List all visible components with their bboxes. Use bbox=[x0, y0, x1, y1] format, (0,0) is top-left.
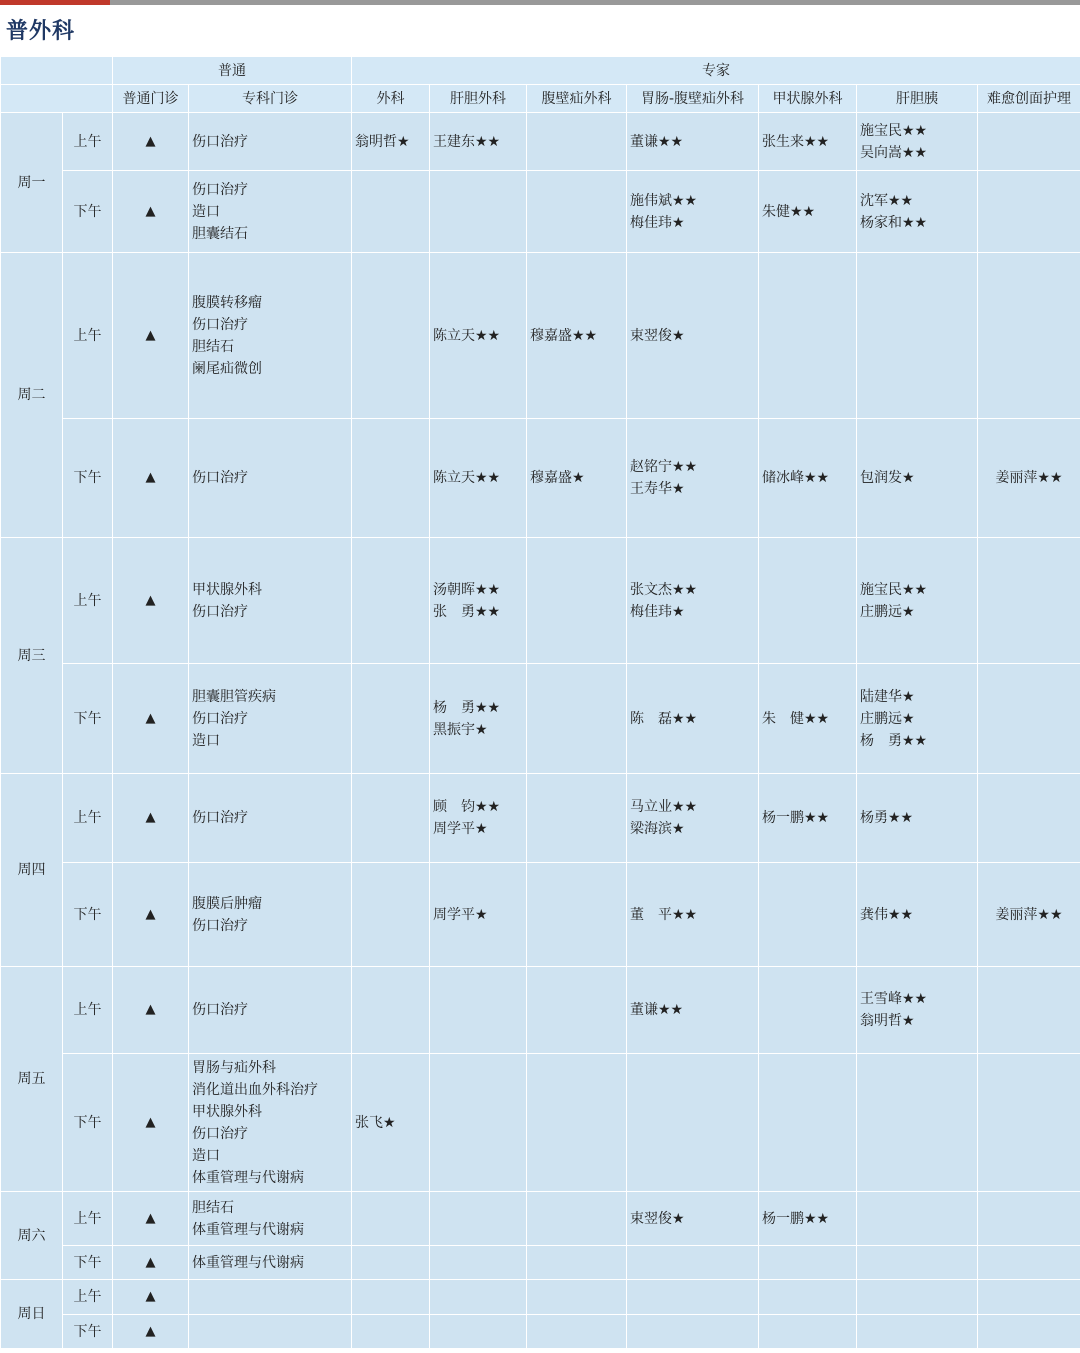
cell-line: 体重管理与代谢病 bbox=[192, 1169, 304, 1186]
expert-hernia-cell bbox=[527, 1280, 627, 1315]
expert-hernia-cell bbox=[527, 538, 627, 664]
column-header: 难愈创面护理 bbox=[978, 85, 1080, 113]
expert-wound-care-cell bbox=[978, 967, 1080, 1054]
expert-hpb-cell bbox=[857, 1246, 978, 1280]
expert-thyroid-cell bbox=[759, 967, 857, 1054]
period-label: 上午 bbox=[63, 113, 113, 171]
specialty-clinic-cell bbox=[189, 1246, 352, 1280]
cell-line: 伤口治疗 bbox=[192, 917, 248, 934]
period-label: 下午 bbox=[63, 419, 113, 538]
expert-gi-hernia-cell bbox=[627, 253, 759, 419]
cell-line: 周学平★ bbox=[433, 821, 488, 837]
cell-line: 梅佳玮★ bbox=[630, 214, 685, 231]
general-clinic-mark: ▲ bbox=[113, 113, 189, 171]
expert-hernia-cell bbox=[527, 774, 627, 863]
specialty-clinic-cell bbox=[189, 253, 352, 419]
expert-hernia-cell bbox=[527, 113, 627, 171]
specialty-clinic-cell bbox=[189, 171, 352, 253]
expert-hernia-cell bbox=[527, 1246, 627, 1280]
expert-thyroid-cell bbox=[759, 1315, 857, 1349]
expert-hepatobiliary-cell bbox=[430, 538, 527, 664]
cell-line: 庄鹏远★ bbox=[860, 710, 915, 727]
expert-wound-care-cell bbox=[978, 113, 1080, 171]
expert-hernia-cell bbox=[527, 967, 627, 1054]
expert-hpb-cell bbox=[857, 1315, 978, 1349]
expert-gi-hernia-cell bbox=[627, 1054, 759, 1192]
cell-line: 腹膜后肿瘤 bbox=[192, 895, 262, 912]
cell-line: 施宝民★★ bbox=[860, 122, 928, 139]
expert-hpb-cell bbox=[857, 967, 978, 1054]
expert-wound-care-cell bbox=[978, 419, 1080, 538]
general-clinic-mark: ▲ bbox=[113, 1246, 189, 1280]
general-clinic-mark: ▲ bbox=[113, 253, 189, 419]
expert-surgery-cell bbox=[352, 1192, 430, 1246]
expert-thyroid-cell bbox=[759, 1192, 857, 1246]
period-label: 下午 bbox=[63, 171, 113, 253]
expert-wound-care-cell bbox=[978, 664, 1080, 774]
cell-line: 翁明哲★ bbox=[860, 1013, 915, 1029]
specialty-clinic-cell bbox=[189, 538, 352, 664]
expert-hepatobiliary-cell bbox=[430, 967, 527, 1054]
period-label: 上午 bbox=[63, 1280, 113, 1315]
expert-hepatobiliary-cell bbox=[430, 1192, 527, 1246]
period-label: 上午 bbox=[63, 774, 113, 863]
expert-thyroid-cell bbox=[759, 538, 857, 664]
cell-line: 王寿华★ bbox=[630, 481, 685, 497]
expert-surgery-cell bbox=[352, 1054, 430, 1192]
expert-thyroid-cell bbox=[759, 419, 857, 538]
expert-hernia-cell bbox=[527, 1192, 627, 1246]
expert-hernia-cell bbox=[527, 419, 627, 538]
expert-hepatobiliary-cell bbox=[430, 774, 527, 863]
general-clinic-mark: ▲ bbox=[113, 967, 189, 1054]
expert-hepatobiliary-cell bbox=[430, 1315, 527, 1349]
schedule-row bbox=[1, 253, 1080, 419]
expert-surgery-cell bbox=[352, 253, 430, 419]
specialty-clinic-cell bbox=[189, 863, 352, 967]
cell-line: 造口 bbox=[192, 732, 220, 749]
cell-line: 张文杰★★ bbox=[630, 581, 698, 598]
column-header: 肝胆外科 bbox=[430, 85, 527, 113]
expert-surgery-cell bbox=[352, 967, 430, 1054]
general-clinic-mark: ▲ bbox=[113, 1192, 189, 1246]
period-label: 上午 bbox=[63, 538, 113, 664]
expert-wound-care-cell bbox=[978, 1192, 1080, 1246]
general-clinic-mark: ▲ bbox=[113, 538, 189, 664]
expert-thyroid-cell bbox=[759, 774, 857, 863]
cell-line: 杨家和★★ bbox=[860, 214, 928, 231]
cell-line: 伤口治疗 bbox=[192, 1125, 248, 1142]
cell-line: 储冰峰★★ bbox=[762, 470, 830, 486]
cell-line: 束翌俊★ bbox=[630, 1210, 685, 1227]
cell-line: 陈立天★★ bbox=[433, 327, 501, 344]
specialty-clinic-cell bbox=[189, 1280, 352, 1315]
expert-hepatobiliary-cell bbox=[430, 113, 527, 171]
cell-line: 甲状腺外科 bbox=[192, 1103, 262, 1120]
cell-line: 董 平★★ bbox=[630, 906, 698, 923]
expert-hernia-cell bbox=[527, 863, 627, 967]
expert-wound-care-cell bbox=[978, 538, 1080, 664]
header-row-groups bbox=[1, 57, 1080, 85]
column-header: 肝胆胰 bbox=[857, 85, 978, 113]
expert-hpb-cell bbox=[857, 419, 978, 538]
expert-gi-hernia-cell bbox=[627, 664, 759, 774]
page-title: 普外科 bbox=[6, 19, 76, 44]
header-corner bbox=[1, 57, 113, 85]
general-clinic-mark: ▲ bbox=[113, 863, 189, 967]
expert-thyroid-cell bbox=[759, 664, 857, 774]
header-corner bbox=[1, 85, 113, 113]
day-label: 周六 bbox=[1, 1192, 63, 1280]
cell-line: 翁明哲★ bbox=[355, 133, 410, 150]
column-header: 胃肠-腹壁疝外科 bbox=[627, 85, 759, 113]
cell-line: 王雪峰★★ bbox=[860, 991, 928, 1007]
expert-gi-hernia-cell bbox=[627, 113, 759, 171]
cell-line: 顾 钧★★ bbox=[433, 799, 501, 815]
cell-line: 杨 勇★★ bbox=[860, 732, 928, 749]
cell-line: 伤口治疗 bbox=[192, 133, 248, 150]
expert-thyroid-cell bbox=[759, 253, 857, 419]
expert-gi-hernia-cell bbox=[627, 863, 759, 967]
expert-wound-care-cell bbox=[978, 863, 1080, 967]
cell-line: 杨一鹏★★ bbox=[762, 810, 830, 826]
cell-line: 胆结石 bbox=[192, 1199, 234, 1216]
cell-line: 伤口治疗 bbox=[192, 810, 248, 826]
header-group-expert: 专家 bbox=[352, 57, 1080, 85]
expert-gi-hernia-cell bbox=[627, 538, 759, 664]
cell-line: 胆结石 bbox=[192, 338, 234, 355]
schedule-row bbox=[1, 664, 1080, 774]
column-header: 普通门诊 bbox=[113, 85, 189, 113]
cell-line: 朱健★★ bbox=[762, 203, 816, 220]
expert-surgery-cell bbox=[352, 1280, 430, 1315]
expert-hepatobiliary-cell bbox=[430, 1280, 527, 1315]
specialty-clinic-cell bbox=[189, 1054, 352, 1192]
cell-line: 消化道出血外科治疗 bbox=[192, 1081, 318, 1098]
cell-line: 张飞★ bbox=[355, 1114, 396, 1131]
period-label: 上午 bbox=[63, 967, 113, 1054]
general-clinic-mark: ▲ bbox=[113, 664, 189, 774]
day-label: 周五 bbox=[1, 967, 63, 1192]
cell-line: 姜丽萍★★ bbox=[995, 906, 1063, 923]
general-clinic-mark: ▲ bbox=[113, 774, 189, 863]
cell-line: 王建东★★ bbox=[433, 133, 501, 150]
expert-hpb-cell bbox=[857, 171, 978, 253]
period-label: 下午 bbox=[63, 1246, 113, 1280]
schedule-row bbox=[1, 1246, 1080, 1280]
day-label: 周一 bbox=[1, 113, 63, 253]
expert-surgery-cell bbox=[352, 863, 430, 967]
cell-line: 董谦★★ bbox=[630, 133, 684, 150]
expert-hpb-cell bbox=[857, 1280, 978, 1315]
specialty-clinic-cell bbox=[189, 664, 352, 774]
cell-line: 胆囊结石 bbox=[192, 225, 248, 242]
cell-line: 陆建华★ bbox=[860, 688, 915, 705]
cell-line: 朱 健★★ bbox=[762, 710, 830, 727]
cell-line: 姜丽萍★★ bbox=[995, 470, 1063, 486]
expert-surgery-cell bbox=[352, 538, 430, 664]
cell-line: 吴向嵩★★ bbox=[860, 144, 928, 161]
schedule-row bbox=[1, 1280, 1080, 1315]
expert-hpb-cell bbox=[857, 253, 978, 419]
schedule-row bbox=[1, 419, 1080, 538]
cell-line: 黑振宇★ bbox=[433, 721, 488, 738]
top-bar bbox=[0, 0, 1080, 5]
cell-line: 包润发★ bbox=[860, 470, 915, 486]
cell-line: 陈立天★★ bbox=[433, 470, 501, 486]
cell-line: 周学平★ bbox=[433, 906, 488, 923]
cell-line: 伤口治疗 bbox=[192, 1002, 248, 1018]
general-clinic-mark: ▲ bbox=[113, 1054, 189, 1192]
expert-gi-hernia-cell bbox=[627, 1280, 759, 1315]
expert-hepatobiliary-cell bbox=[430, 419, 527, 538]
expert-wound-care-cell bbox=[978, 171, 1080, 253]
expert-hepatobiliary-cell bbox=[430, 171, 527, 253]
schedule-row bbox=[1, 1315, 1080, 1349]
cell-line: 腹膜转移瘤 bbox=[192, 294, 262, 311]
expert-hernia-cell bbox=[527, 171, 627, 253]
expert-hpb-cell bbox=[857, 1192, 978, 1246]
period-label: 下午 bbox=[63, 664, 113, 774]
expert-hernia-cell bbox=[527, 253, 627, 419]
cell-line: 胃肠与疝外科 bbox=[192, 1059, 276, 1076]
schedule-row bbox=[1, 1192, 1080, 1246]
column-header: 腹壁疝外科 bbox=[527, 85, 627, 113]
column-header: 甲状腺外科 bbox=[759, 85, 857, 113]
cell-line: 胆囊胆管疾病 bbox=[192, 688, 276, 705]
expert-surgery-cell bbox=[352, 664, 430, 774]
expert-wound-care-cell bbox=[978, 1054, 1080, 1192]
specialty-clinic-cell bbox=[189, 419, 352, 538]
cell-line: 梅佳玮★ bbox=[630, 603, 685, 620]
cell-line: 张生来★★ bbox=[762, 133, 830, 150]
expert-hpb-cell bbox=[857, 1054, 978, 1192]
period-label: 下午 bbox=[63, 1315, 113, 1349]
expert-hpb-cell bbox=[857, 863, 978, 967]
cell-line: 张 勇★★ bbox=[433, 603, 501, 620]
cell-line: 束翌俊★ bbox=[630, 327, 685, 344]
expert-surgery-cell bbox=[352, 419, 430, 538]
expert-hepatobiliary-cell bbox=[430, 253, 527, 419]
expert-thyroid-cell bbox=[759, 171, 857, 253]
header-row-columns bbox=[1, 85, 1080, 113]
general-clinic-mark: ▲ bbox=[113, 171, 189, 253]
cell-line: 沈军★★ bbox=[860, 192, 914, 209]
schedule-row bbox=[1, 967, 1080, 1054]
expert-hepatobiliary-cell bbox=[430, 664, 527, 774]
expert-hernia-cell bbox=[527, 1315, 627, 1349]
cell-line: 伤口治疗 bbox=[192, 181, 248, 198]
cell-line: 伤口治疗 bbox=[192, 470, 248, 486]
expert-thyroid-cell bbox=[759, 113, 857, 171]
cell-line: 杨 勇★★ bbox=[433, 699, 501, 716]
expert-surgery-cell bbox=[352, 1315, 430, 1349]
expert-hpb-cell bbox=[857, 664, 978, 774]
day-label: 周四 bbox=[1, 774, 63, 967]
expert-hepatobiliary-cell bbox=[430, 863, 527, 967]
cell-line: 汤朝晖★★ bbox=[433, 581, 501, 598]
expert-thyroid-cell bbox=[759, 1246, 857, 1280]
expert-hepatobiliary-cell bbox=[430, 1054, 527, 1192]
cell-line: 施伟斌★★ bbox=[630, 192, 698, 209]
day-label: 周日 bbox=[1, 1280, 63, 1349]
expert-wound-care-cell bbox=[978, 1246, 1080, 1280]
expert-wound-care-cell bbox=[978, 774, 1080, 863]
expert-thyroid-cell bbox=[759, 863, 857, 967]
expert-surgery-cell bbox=[352, 113, 430, 171]
expert-hernia-cell bbox=[527, 664, 627, 774]
cell-line: 马立业★★ bbox=[630, 799, 698, 815]
cell-line: 体重管理与代谢病 bbox=[192, 1221, 304, 1238]
cell-line: 施宝民★★ bbox=[860, 581, 928, 598]
expert-wound-care-cell bbox=[978, 253, 1080, 419]
general-clinic-mark: ▲ bbox=[113, 1315, 189, 1349]
cell-line: 董谦★★ bbox=[630, 1002, 684, 1018]
expert-gi-hernia-cell bbox=[627, 1246, 759, 1280]
cell-line: 穆嘉盛★ bbox=[530, 470, 585, 486]
cell-line: 造口 bbox=[192, 203, 220, 220]
schedule-row bbox=[1, 1054, 1080, 1192]
expert-gi-hernia-cell bbox=[627, 1315, 759, 1349]
cell-line: 阑尾疝微创 bbox=[192, 360, 262, 377]
expert-gi-hernia-cell bbox=[627, 967, 759, 1054]
schedule-row bbox=[1, 538, 1080, 664]
column-header: 外科 bbox=[352, 85, 430, 113]
period-label: 上午 bbox=[63, 253, 113, 419]
schedule-row bbox=[1, 863, 1080, 967]
expert-gi-hernia-cell bbox=[627, 419, 759, 538]
cell-line: 龚伟★★ bbox=[860, 906, 914, 923]
cell-line: 庄鹏远★ bbox=[860, 603, 915, 620]
column-header: 专科门诊 bbox=[189, 85, 352, 113]
expert-thyroid-cell bbox=[759, 1280, 857, 1315]
specialty-clinic-cell bbox=[189, 774, 352, 863]
specialty-clinic-cell bbox=[189, 1192, 352, 1246]
expert-gi-hernia-cell bbox=[627, 171, 759, 253]
schedule-row bbox=[1, 171, 1080, 253]
schedule-table bbox=[0, 56, 1080, 1349]
cell-line: 伤口治疗 bbox=[192, 710, 248, 727]
expert-wound-care-cell bbox=[978, 1315, 1080, 1349]
expert-wound-care-cell bbox=[978, 1280, 1080, 1315]
header-group-general: 普通 bbox=[113, 57, 352, 85]
specialty-clinic-cell bbox=[189, 967, 352, 1054]
cell-line: 体重管理与代谢病 bbox=[192, 1254, 304, 1271]
expert-surgery-cell bbox=[352, 1246, 430, 1280]
period-label: 下午 bbox=[63, 863, 113, 967]
schedule-row bbox=[1, 113, 1080, 171]
specialty-clinic-cell bbox=[189, 1315, 352, 1349]
expert-gi-hernia-cell bbox=[627, 774, 759, 863]
cell-line: 赵铭宁★★ bbox=[630, 459, 698, 475]
expert-hpb-cell bbox=[857, 113, 978, 171]
expert-gi-hernia-cell bbox=[627, 1192, 759, 1246]
general-clinic-mark: ▲ bbox=[113, 419, 189, 538]
expert-surgery-cell bbox=[352, 171, 430, 253]
expert-hpb-cell bbox=[857, 774, 978, 863]
cell-line: 穆嘉盛★★ bbox=[530, 327, 598, 344]
cell-line: 甲状腺外科 bbox=[192, 581, 262, 598]
cell-line: 梁海滨★ bbox=[630, 821, 685, 837]
day-label: 周二 bbox=[1, 253, 63, 538]
cell-line: 杨勇★★ bbox=[860, 810, 914, 826]
general-clinic-mark: ▲ bbox=[113, 1280, 189, 1315]
cell-line: 陈 磊★★ bbox=[630, 710, 698, 727]
period-label: 下午 bbox=[63, 1054, 113, 1192]
cell-line: 伤口治疗 bbox=[192, 316, 248, 333]
expert-surgery-cell bbox=[352, 774, 430, 863]
cell-line: 伤口治疗 bbox=[192, 603, 248, 620]
cell-line: 造口 bbox=[192, 1147, 220, 1164]
expert-hernia-cell bbox=[527, 1054, 627, 1192]
period-label: 上午 bbox=[63, 1192, 113, 1246]
schedule-row bbox=[1, 774, 1080, 863]
specialty-clinic-cell bbox=[189, 113, 352, 171]
top-bar-accent bbox=[0, 0, 110, 5]
day-label: 周三 bbox=[1, 538, 63, 774]
expert-thyroid-cell bbox=[759, 1054, 857, 1192]
expert-hepatobiliary-cell bbox=[430, 1246, 527, 1280]
expert-hpb-cell bbox=[857, 538, 978, 664]
cell-line: 杨一鹏★★ bbox=[762, 1210, 830, 1227]
